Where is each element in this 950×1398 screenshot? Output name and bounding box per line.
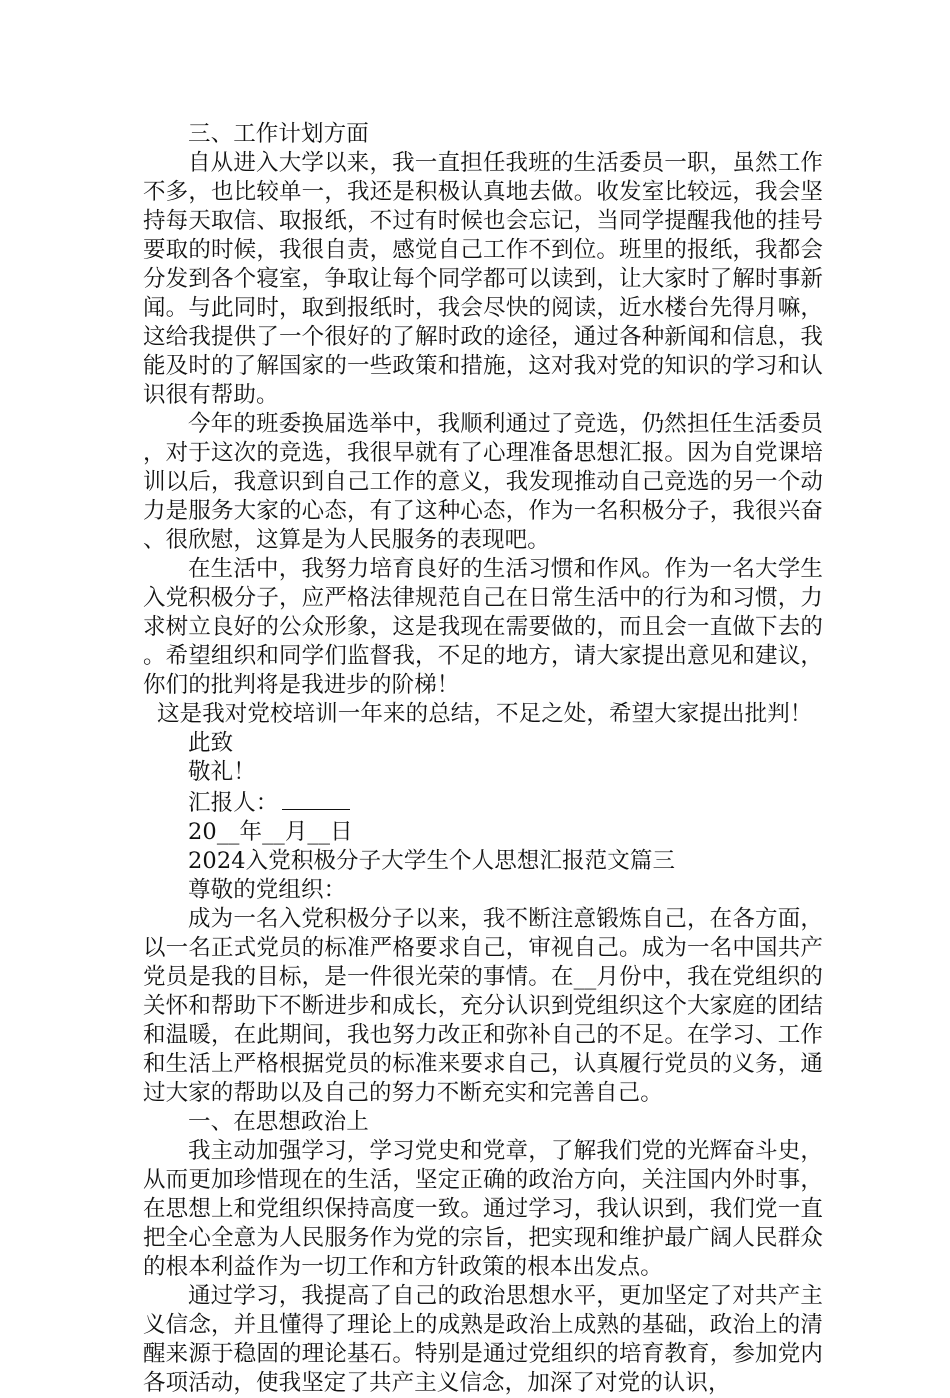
reporter-line bbox=[143, 787, 823, 818]
paragraph-election: 今年的班委换届选举中，我顺利通过了竞选，仍然担任生活委员，对于这次的竞选，我很早就有了心理准备思想汇报。因为自党课培训以后，我意识到自己工作的意义，我发现推动自己竞选的另一个动力是服务大家的心态，有了这种心态，作为一名积极分子，我很兴奋、很欣慰，这算是为人民服务的表现吧。 bbox=[143, 411, 823, 553]
reporter-blank bbox=[282, 787, 350, 810]
section-heading-politics: 一、在思想政治上 bbox=[188, 1109, 369, 1135]
paragraph-study-history: 我主动加强学习，学习党史和党章，了解我们党的光辉奋斗史，从而更加珍惜现在的生活，坚定正确的政治方向，关注国内外时事，在思想上和党组织保持高度一致。通过学习，我认识到，我们党一直把全心全意为人民服务作为党的宗旨，把实现和维护最广阔人民群众的根本利益作为一切工作和方针政策的根本出发点。 bbox=[143, 1138, 823, 1280]
closing-cizhi: 此致 bbox=[188, 730, 234, 756]
closing-jingli: 敬礼！ bbox=[188, 759, 256, 785]
salutation: 尊敬的党组织： bbox=[188, 877, 347, 903]
paragraph-become-activist: 成为一名入党积极分子以来，我不断注意锻炼自己，在各方面，以一名正式党员的标准严格要求自己，审视自己。成为一名中国共产党员是我的目标，是一件很光荣的事情。在__月份中，我在党组织的关怀和帮助下不断进步和成长，充分认识到党组织这个大家庭的团结和温暖，在此期间，我也努力改正和弥补自己的不足。在学习、工作和生活上严格根据党员的标准来要求自己，认真履行党员的义务，通过大家的帮助以及自己的努力不断充实和完善自己。 bbox=[143, 906, 823, 1106]
section-heading-work-plan: 三、工作计划方面 bbox=[188, 121, 369, 147]
paragraph-habits: 在生活中，我努力培育良好的生活习惯和作风。作为一名大学生入党积极分子，应严格法律规范自己在日常生活中的行为和习惯，力求树立良好的公众形象，这是我现在需要做的，而且会一直做下去的。希望组织和同学们监督我，不足的地方，请大家提出意见和建议，你们的批判将是我进步的阶梯！ bbox=[143, 556, 823, 698]
paragraph-summary: 这是我对党校培训一年来的总结，不足之处，希望大家提出批判！ bbox=[157, 701, 813, 727]
paragraph-life-committee: 自从进入大学以来，我一直担任我班的生活委员一职，虽然工作不多，也比较单一，我还是积极认真地去做。收发室比较远，我会坚持每天取信、取报纸，不过有时候也会忘记，当同学提醒我他的挂号要取的时候，我很自责，感觉自己工作不到位。班里的报纸，我都会分发到各个寝室，争取让每个同学都可以读到，让大家时了解时事新闻。与此同时，取到报纸时，我会尽快的阅读，近水楼台先得月嘛，这给我提供了一个很好的了解时政的途径，通过各种新闻和信息，我能及时的了解国家的一些政策和措施，这对我对党的知识的学习和认识很有帮助。 bbox=[143, 150, 823, 408]
reporter-label: 汇报人： bbox=[188, 790, 279, 816]
second-article-title: 2024入党积极分子大学生个人思想汇报范文篇三 bbox=[188, 848, 676, 874]
paragraph-theory: 通过学习，我提高了自己的政治思想水平，更加坚定了对共产主义信念，并且懂得了理论上的成熟是政治上成熟的基础，政治上的清醒来源于稳固的理论基石。特别是通过党组织的培育教育，参加党内各项活动，使我坚定了共产主义信念，加深了对党的认识， bbox=[143, 1283, 823, 1396]
document-body bbox=[143, 120, 823, 1398]
date-line: 20__年__月__日 bbox=[188, 819, 353, 845]
